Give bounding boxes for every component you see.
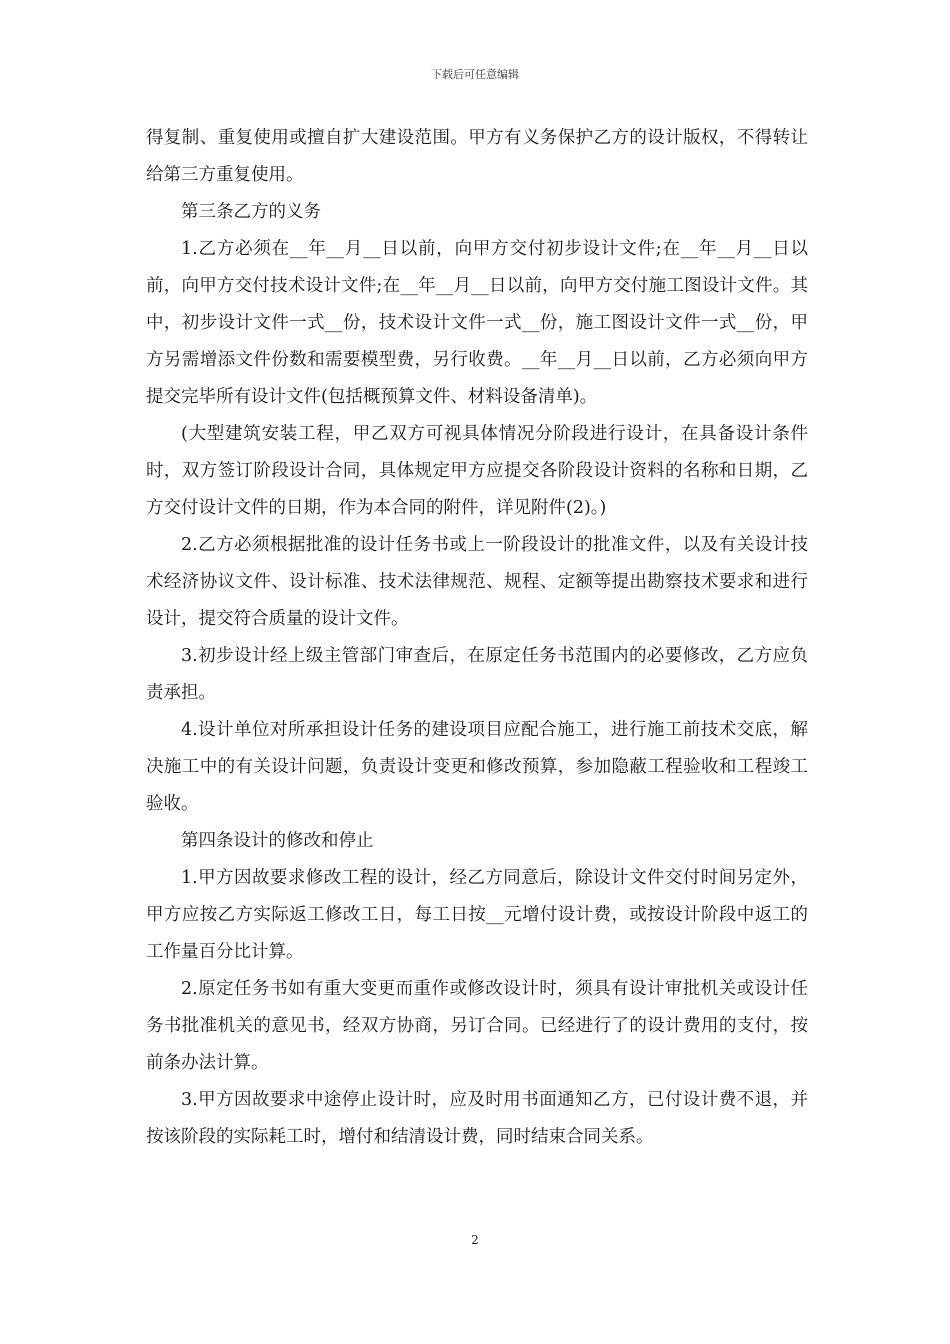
paragraph-continuation: 得复制、重复使用或擅自扩大建设范围。甲方有义务保护乙方的设计版权，不得转让给第三方重复使用。: [146, 128, 808, 185]
page-header: 下载后可任意编辑: [431, 68, 519, 81]
document-body: [146, 120, 808, 1156]
article-4-clause-2: 2.原定任务书如有重大变更而重作或修改设计时，须具有设计审批机关或设计任务书批准机关的意见书，经双方协商，另订合同。已经进行了的设计费用的支付，按前条办法计算。: [146, 979, 808, 1073]
article-3-clause-3: 3.初步设计经上级主管部门审查后，在原定任务书范围内的必要修改，乙方应负责承担。: [146, 646, 808, 703]
article-3-heading: 第三条乙方的义务: [181, 202, 321, 222]
article-4-clause-3: 3.甲方因故要求中途停止设计时，应及时用书面通知乙方，已付设计费不退，并按该阶段的实际耗工时，增付和结清设计费，同时结束合同关系。: [146, 1090, 808, 1147]
article-3-clause-1: 1.乙方必须在__年__月__日以前，向甲方交付初步设计文件;在__年__月__日以前，向甲方交付技术设计文件;在__年__月__日以前，向甲方交付施工图设计文件。其中，初步设计文件一式__份，技术设计文件一式__份，施工图设计文件一式__份，甲方另需增添文件份数和需要模型费，另行收费。__年__月__日以前，乙方必须向甲方提交完毕所有设计文件(包括概预算文件、材料设备清单)。: [146, 239, 808, 407]
article-4-heading: 第四条设计的修改和停止: [181, 831, 374, 851]
article-3-note: (大型建筑安装工程，甲乙双方可视具体情况分阶段进行设计，在具备设计条件时，双方签订阶段设计合同，具体规定甲方应提交各阶段设计资料的名称和日期，乙方交付设计文件的日期，作为本合同的附件，详见附件(2)。): [146, 424, 808, 518]
article-3-clause-2: 2.乙方必须根据批准的设计任务书或上一阶段设计的批准文件，以及有关设计技术经济协议文件、设计标准、技术法律规范、规程、定额等提出勘察技术要求和进行设计，提交符合质量的设计文件。: [146, 535, 808, 629]
page-number: 2: [471, 1233, 479, 1247]
article-3-clause-4: 4.设计单位对所承担设计任务的建设项目应配合施工，进行施工前技术交底，解决施工中的有关设计问题，负责设计变更和修改预算，参加隐蔽工程验收和工程竣工验收。: [146, 720, 808, 814]
article-4-clause-1: 1.甲方因故要求修改工程的设计，经乙方同意后，除设计文件交付时间另定外，甲方应按乙方实际返工修改工日，每工日按__元增付设计费，或按设计阶段中返工的工作量百分比计算。: [146, 868, 808, 962]
